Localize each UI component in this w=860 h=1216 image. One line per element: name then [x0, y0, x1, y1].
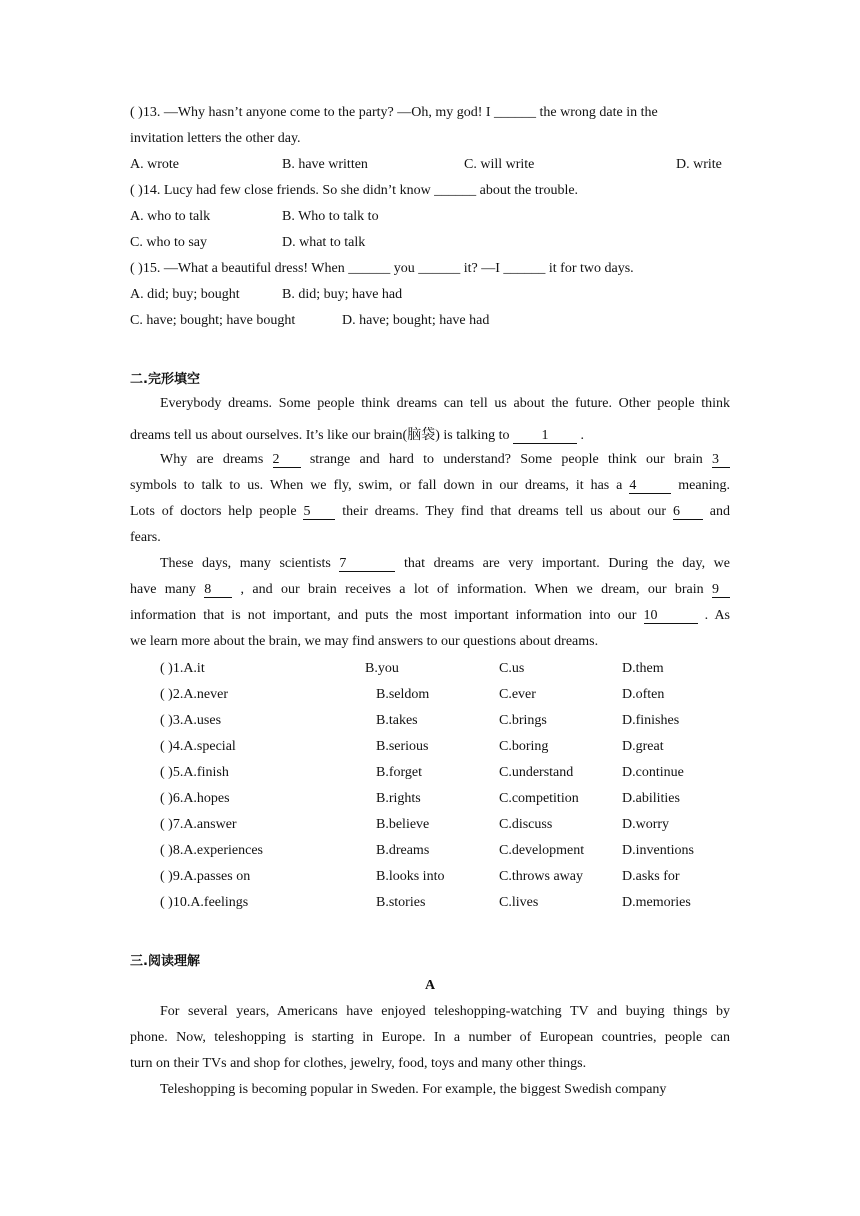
cloze-opt-10-d: D.memories: [622, 895, 691, 910]
cloze-opt-4-c: C.boring: [499, 739, 549, 754]
cloze-opt-1-d: D.them: [622, 661, 664, 676]
cloze-p3-line3: information that is not important, and puts the most important information into our 10 . As: [130, 608, 730, 623]
cloze-opt-6-b: B.rights: [376, 791, 421, 806]
q14-option-a: A. who to talk: [130, 209, 211, 224]
cloze-opt-8-d: D.inventions: [622, 843, 694, 858]
cloze-p2-line1: Why are dreams 2 strange and hard to understand? Some people think our brain 3: [160, 452, 730, 468]
reading-p2-line1: Teleshopping is becoming popular in Sweden. For example, the biggest Swedish company: [160, 1082, 667, 1097]
cloze-opt-4-d: D.great: [622, 739, 664, 754]
cloze-p1-line2: dreams tell us about ourselves. It’s like our brain(脑袋) is talking to 1 .: [130, 428, 584, 443]
blank-10: 10: [644, 609, 698, 624]
cloze-p2-line4: fears.: [130, 530, 161, 545]
question-15-text: ( )15. —What a beautiful dress! When ______ you ______ it? —I ______ it for two days.: [130, 261, 634, 276]
cloze-p3-line2: have many 8 , and our brain receives a lot of information. When we dream, our brain 9: [130, 582, 730, 598]
cloze-opt-1-c: C.us: [499, 661, 525, 676]
cloze-opt-2-c: C.ever: [499, 687, 536, 702]
reading-p1-line1: For several years, Americans have enjoyed teleshopping-watching TV and buying things by: [160, 1004, 730, 1019]
cloze-opt-8-c: C.development: [499, 843, 585, 858]
blank-7: 7: [339, 557, 395, 572]
question-14-text: ( )14. Lucy had few close friends. So she didn’t know ______ about the trouble.: [130, 183, 579, 198]
q13-option-d: D. write: [676, 157, 722, 172]
q14-option-d: D. what to talk: [282, 235, 366, 250]
blank-9: 9: [712, 583, 730, 598]
blank-6: 6: [673, 505, 703, 520]
cloze-opt-5-c: C.understand: [499, 765, 574, 780]
cloze-opt-4-a: ( )4.A.special: [160, 739, 236, 754]
cloze-opt-3-a: ( )3.A.uses: [160, 713, 222, 728]
cloze-opt-5-a: ( )5.A.finish: [160, 765, 229, 780]
cloze-opt-10-b: B.stories: [376, 895, 426, 910]
q15-option-b: B. did; buy; have had: [282, 287, 403, 302]
q14-option-c: C. who to say: [130, 235, 207, 250]
cloze-opt-8-a: ( )8.A.experiences: [160, 843, 264, 858]
question-13-text-cont: invitation letters the other day.: [130, 131, 301, 146]
reading-section-a: A: [424, 978, 436, 993]
blank-8: 8: [204, 583, 232, 598]
cloze-opt-7-b: B.believe: [376, 817, 430, 832]
cloze-p2-line2: symbols to talk to us. When we fly, swim, or fall down in our dreams, it has a 4 meaning.: [130, 478, 730, 493]
cloze-opt-9-b: B.looks into: [376, 869, 445, 884]
cloze-p3-line1: These days, many scientists 7 that dreams are very important. During the day, we: [160, 556, 731, 571]
reading-p1-line2: phone. Now, teleshopping is starting in Europe. In a number of European countries, people can: [130, 1030, 730, 1045]
cloze-opt-1-b: B.you: [365, 661, 399, 676]
cloze-opt-7-c: C.discuss: [499, 817, 553, 832]
cloze-opt-3-d: D.finishes: [622, 713, 680, 728]
cloze-opt-7-d: D.worry: [622, 817, 670, 832]
question-13-text: ( )13. —Why hasn’t anyone come to the party? —Oh, my god! I ______ the wrong date in the: [130, 105, 658, 120]
cloze-opt-10-a: ( )10.A.feelings: [160, 895, 249, 910]
cloze-opt-8-b: B.dreams: [376, 843, 430, 858]
cloze-opt-1-a: ( )1.A.it: [160, 661, 205, 676]
cloze-opt-2-a: ( )2.A.never: [160, 687, 229, 702]
cloze-opt-2-b: B.seldom: [376, 687, 430, 702]
cloze-opt-5-b: B.forget: [376, 765, 423, 780]
blank-5: 5: [303, 505, 335, 520]
cloze-opt-9-d: D.asks for: [622, 869, 680, 884]
cloze-opt-6-c: C.competition: [499, 791, 579, 806]
cloze-opt-7-a: ( )7.A.answer: [160, 817, 237, 832]
blank-2: 2: [273, 453, 301, 468]
reading-heading: 三.阅读理解: [130, 954, 200, 969]
cloze-opt-9-a: ( )9.A.passes on: [160, 869, 251, 884]
cloze-opt-9-c: C.throws away: [499, 869, 583, 884]
q14-option-b: B. Who to talk to: [282, 209, 379, 224]
cloze-opt-2-d: D.often: [622, 687, 665, 702]
q13-option-a: A. wrote: [130, 157, 179, 172]
cloze-heading: 二.完形填空: [130, 372, 200, 387]
cloze-opt-4-b: B.serious: [376, 739, 429, 754]
blank-3: 3: [712, 453, 730, 468]
blank-1: 1: [513, 429, 577, 444]
cloze-opt-6-d: D.abilities: [622, 791, 680, 806]
q15-option-a: A. did; buy; bought: [130, 287, 240, 302]
q13-option-c: C. will write: [464, 157, 535, 172]
blank-4: 4: [629, 479, 671, 494]
cloze-opt-6-a: ( )6.A.hopes: [160, 791, 230, 806]
cloze-p2-line3: Lots of doctors help people 5 their dreams. They find that dreams tell us about our 6 and: [130, 504, 730, 519]
cloze-p1-line1: Everybody dreams. Some people think dreams can tell us about the future. Other people think: [160, 396, 730, 411]
cloze-p3-line4: we learn more about the brain, we may find answers to our questions about dreams.: [130, 634, 599, 649]
q13-option-b: B. have written: [282, 157, 368, 172]
cloze-opt-10-c: C.lives: [499, 895, 539, 910]
cloze-opt-3-b: B.takes: [376, 713, 418, 728]
q15-option-d: D. have; bought; have had: [342, 313, 490, 328]
cloze-opt-3-c: C.brings: [499, 713, 547, 728]
cloze-opt-5-d: D.continue: [622, 765, 684, 780]
reading-p1-line3: turn on their TVs and shop for clothes, jewelry, food, toys and many other things.: [130, 1056, 587, 1071]
q15-option-c: C. have; bought; have bought: [130, 313, 296, 328]
